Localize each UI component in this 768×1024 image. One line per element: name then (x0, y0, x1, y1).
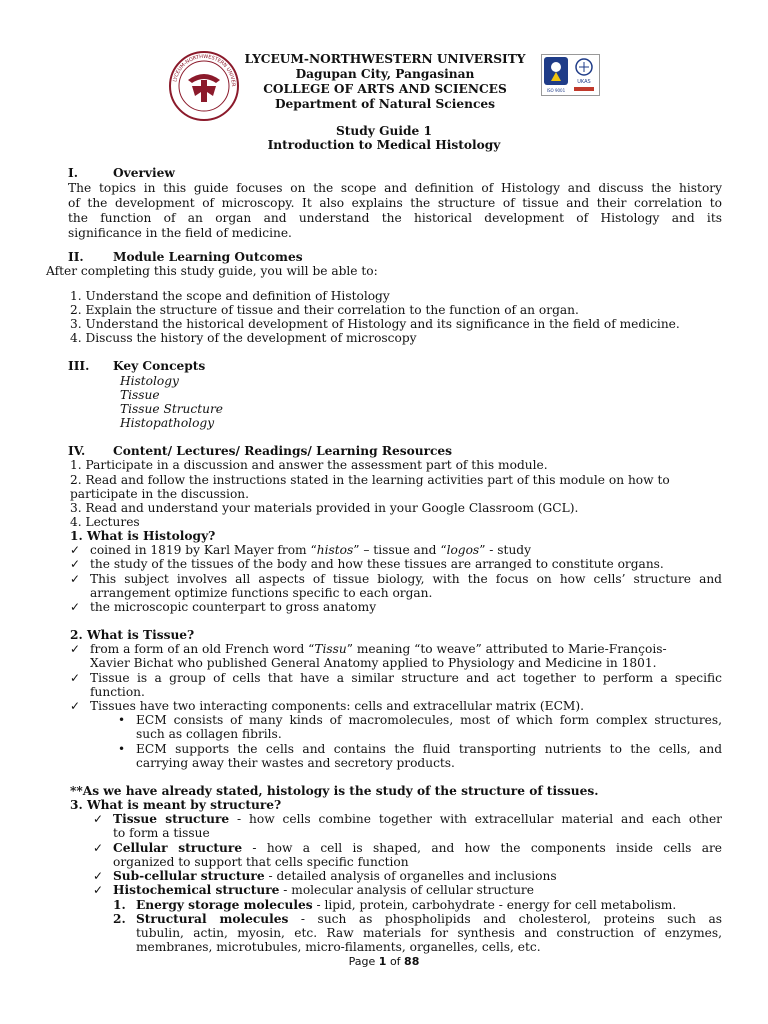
content-item: 4. Lectures (70, 515, 140, 529)
guide-title: Introduction to Medical Histology (267, 138, 501, 152)
tissue-structure-line-1: Tissue structure - how cells combine together with extracellular material and each other (113, 812, 723, 826)
check-icon: ✓ (70, 642, 81, 656)
page-word: Page (348, 955, 376, 968)
histochemical-structure: Histochemical structure - molecular analysis of cellular structure (113, 883, 534, 897)
bullet-icon: • (118, 742, 126, 756)
university-name: LYCEUM-NORTHWESTERN UNIVERSITY (244, 52, 526, 66)
key-concept: Tissue (120, 388, 160, 402)
guide-number: Study Guide 1 (335, 124, 433, 138)
overview-line-2: of the development of microscopy. It also explains the structure of tissue and their correlation to (68, 196, 722, 210)
check-icon: ✓ (70, 543, 81, 557)
ecm-bullet-2-line-2: carrying away their wastes and secretory products. (136, 756, 455, 770)
histology-bullet-3-line-2: arrangement optimize functions specific to each organ. (90, 586, 433, 600)
page-footer (0, 955, 768, 968)
energy-storage-molecules: Energy storage molecules - lipid, protein, carbohydrate - energy for cell metabolism. (136, 898, 677, 912)
key-concept: Histology (120, 374, 179, 388)
university-seal-logo (168, 50, 240, 122)
bullet-icon: • (118, 713, 126, 727)
histology-bullet-4: the microscopic counterpart to gross anatomy (90, 600, 377, 614)
tissue-bullet-2-line-2: function. (90, 685, 145, 699)
histology-bullet-2: the study of the tissues of the body and how these tissues are arranged to constitute organs. (90, 557, 664, 571)
subcellular-structure: Sub-cellular structure - detailed analysis of organelles and inclusions (113, 869, 557, 883)
section-2-number: II. (68, 250, 84, 264)
iso-text: ISO 9001 (546, 88, 566, 93)
section-4-number: IV. (68, 444, 86, 458)
cellular-structure-line-1: Cellular structure - how a cell is shaped, and how the components inside cells are (113, 841, 723, 855)
of-word: of (389, 955, 401, 968)
page-total: 88 (404, 955, 420, 968)
content-item: participate in the discussion. (70, 487, 250, 501)
check-icon: ✓ (93, 812, 104, 826)
overview-line-4: significance in the field of medicine. (68, 226, 292, 240)
tissue-bullet-2-line-1: Tissue is a group of cells that have a similar structure and act together to perform a specific (90, 671, 722, 685)
energy-item-number: 1. (113, 898, 126, 912)
outcome-item: 3. Understand the historical development of Histology and its significance in the field of medicine. (70, 317, 680, 331)
overview-line-3: the function of an organ and understand the historical development of Histology and its (68, 211, 722, 225)
check-icon: ✓ (70, 600, 81, 614)
section-1-number: I. (68, 166, 78, 180)
check-icon: ✓ (70, 557, 81, 571)
ukas-text: UKAS (577, 79, 591, 85)
outcomes-intro: After completing this study guide, you will be able to: (46, 264, 378, 278)
check-icon: ✓ (93, 883, 104, 897)
tissue-structure-line-2: to form a tissue (113, 826, 210, 840)
university-location: Dagupan City, Pangasinan (295, 67, 475, 81)
tissue-heading: 2. What is Tissue? (70, 628, 195, 642)
check-icon: ✓ (70, 572, 81, 586)
tissue-bullet-1-line-2: Xavier Bichat who published General Anatomy applied to Physiology and Medicine in 1801. (90, 656, 657, 670)
section-4-title: Content/ Lectures/ Readings/ Learning Resources (113, 444, 453, 458)
structural-molecules-line-1: Structural molecules - such as phospholipids and cholesterol, proteins such as (136, 912, 722, 926)
department-name: Department of Natural Sciences (274, 97, 495, 111)
content-item: 2. Read and follow the instructions stated in the learning activities part of this module on how to (70, 473, 670, 487)
key-concept: Tissue Structure (120, 402, 224, 416)
structure-heading: 3. What is meant by structure? (70, 798, 282, 812)
section-1-title: Overview (113, 166, 175, 180)
structural-item-number: 2. (113, 912, 126, 926)
histology-note: **As we have already stated, histology is the study of the structure of tissues. (70, 784, 599, 798)
histology-bullet-1: coined in 1819 by Karl Mayer from “histos” – tissue and “logos” - study (90, 543, 531, 557)
outcome-item: 4. Discuss the history of the development of microscopy (70, 331, 417, 345)
key-concept: Histopathology (120, 416, 215, 430)
section-2-title: Module Learning Outcomes (113, 250, 303, 264)
content-item: 1. Participate in a discussion and answer the assessment part of this module. (70, 458, 548, 472)
letterhead (240, 52, 530, 112)
structural-molecules-line-3: membranes, microtubules, micro-filaments, organelles, cells, etc. (136, 940, 541, 954)
section-3-number: III. (68, 359, 90, 373)
tissue-bullet-1-line-1: from a form of an old French word “Tissu” meaning “to weave” attributed to Marie-François- (90, 642, 667, 656)
college-name: COLLEGE OF ARTS AND SCIENCES (263, 82, 507, 96)
histology-heading: 1. What is Histology? (70, 529, 216, 543)
check-icon: ✓ (93, 841, 104, 855)
ecm-bullet-2-line-1: ECM supports the cells and contains the fluid transporting nutrients to the cells, and (136, 742, 722, 756)
section-3-title: Key Concepts (113, 359, 206, 373)
check-icon: ✓ (93, 869, 104, 883)
certification-logo (541, 54, 600, 96)
content-item: 3. Read and understand your materials provided in your Google Classroom (GCL). (70, 501, 579, 515)
overview-line-1: The topics in this guide focuses on the scope and definition of Histology and discuss the history (68, 181, 722, 195)
cellular-structure-line-2: organized to support that cells specific function (113, 855, 409, 869)
outcome-item: 2. Explain the structure of tissue and their correlation to the function of an organ. (70, 303, 579, 317)
seal-text: LYCEUM-NORTHWESTERN UNIVER (172, 53, 237, 87)
histology-bullet-3-line-1: This subject involves all aspects of tissue biology, with the focus on how cells’ structure and (90, 572, 722, 586)
check-icon: ✓ (70, 699, 81, 713)
outcome-item: 1. Understand the scope and definition of Histology (70, 289, 390, 303)
ecm-bullet-1-line-1: ECM consists of many kinds of macromolecules, most of which form complex structures, (136, 713, 722, 727)
tissue-bullet-3: Tissues have two interacting components: cells and extracellular matrix (ECM). (90, 699, 585, 713)
structural-molecules-line-2: tubulin, actin, myosin, etc. Raw materials for synthesis and construction of enzymes, (136, 926, 722, 940)
page-number: 1 (378, 955, 387, 968)
ecm-bullet-1-line-2: such as collagen fibrils. (136, 727, 282, 741)
check-icon: ✓ (70, 671, 81, 685)
